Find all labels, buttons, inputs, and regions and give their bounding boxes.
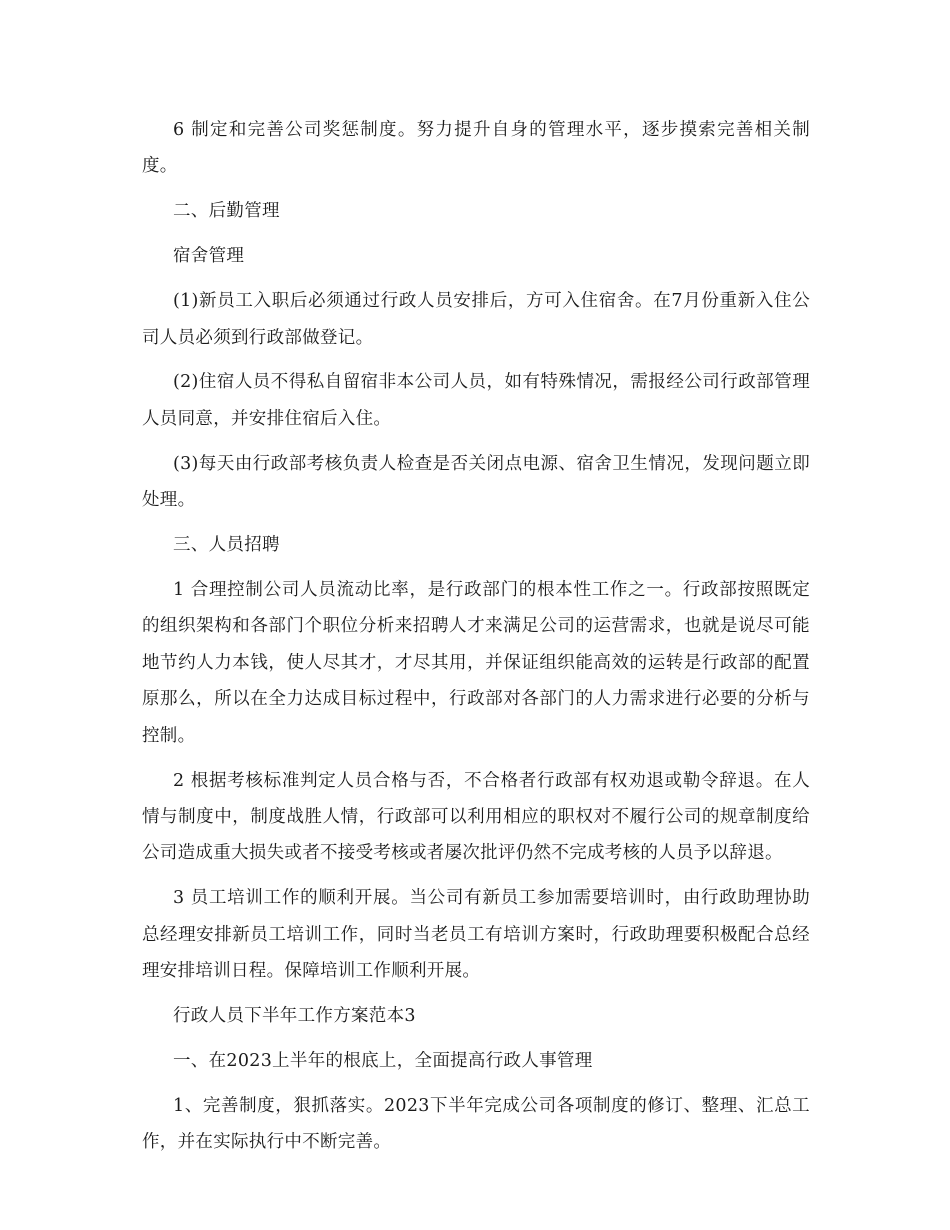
section-heading-improve-admin: 一、在2023上半年的根底上，全面提高行政人事管理 (173, 1050, 593, 1071)
section-heading-logistics: 二、后勤管理 (173, 201, 280, 222)
paragraph-recruitment-2: 2 根据考核标准判定人员合格与否，不合格者行政部有权劝退或勒令辞退。在人情与制度中，制度战胜人情，行政部可以利用相应的职权对不履行公司的规章制度给公司造成重大损失或者不接受考核或者屡次批评仍然不完成考核的人员予以辞退。 (142, 770, 810, 864)
section-heading-recruitment: 三、人员招聘 (173, 535, 280, 556)
paragraph-dorm-rule-2: (2)住宿人员不得私自留宿非本公司人员，如有特殊情况，需报经公司行政部管理人员同意，并安排住宿后入住。 (142, 372, 810, 429)
paragraph-dorm-rule-3: (3)每天由行政部考核负责人检查是否关闭点电源、宿舍卫生情况，发现问题立即处理。 (142, 453, 810, 511)
subheading-dormitory: 宿舍管理 (173, 246, 245, 267)
paragraph-reward-punishment: 6 制定和完善公司奖惩制度。努力提升自身的管理水平，逐步摸索完善相关制度。 (142, 120, 810, 177)
paragraph-dorm-rule-1: (1)新员工入职后必须通过行政人员安排后，方可入住宿舍。在7月份重新入住公司人员必须到行政部做登记。 (142, 291, 810, 348)
paragraph-recruitment-3: 3 员工培训工作的顺利开展。当公司有新员工参加需要培训时，由行政助理协助总经理安排新员工培训工作，同时当老员工有培训方案时，行政助理要积极配合总经理安排培训日程。保障培训工作顺利开展。 (142, 888, 810, 982)
paragraph-improve-system: 1、完善制度，狠抓落实。2023下半年完成公司各项制度的修订、整理、汇总工作，并在实际执行中不断完善。 (142, 1095, 810, 1153)
title-plan-sample-3: 行政人员下半年工作方案范本3 (173, 1005, 416, 1026)
document-body (142, 112, 810, 1169)
paragraph-recruitment-1: 1 合理控制公司人员流动比率，是行政部门的根本性工作之一。行政部按照既定的组织架构和各部门个职位分析来招聘人才来满足公司的运营需求，也就是说尽可能地节约人力本钱，使人尽其才，才尽其用，并保证组织能高效的运转是行政部的配置原那么，所以在全力达成目标过程中，行政部对各部门的人力需求进行必要的分析与控制。 (142, 579, 810, 746)
